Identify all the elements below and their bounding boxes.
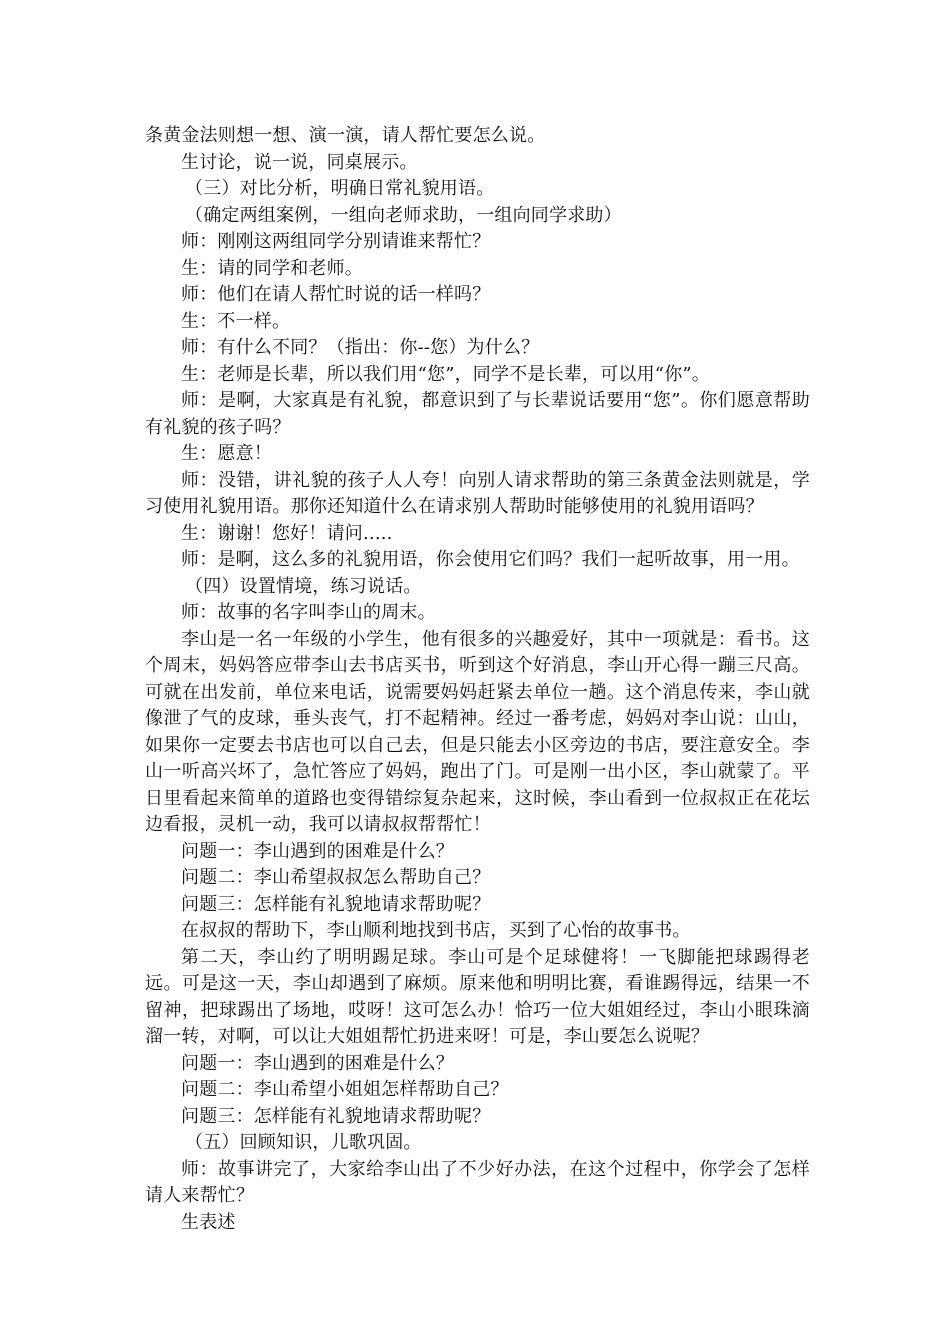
dialogue-line: 师：没错，讲礼貌的孩子人人夸！向别人请求帮助的第三条黄金法则就是，学习使用礼貌用语。那你还知道什么在请求别人帮助时能够使用的礼貌用语吗？	[145, 469, 810, 517]
dialogue-line: 生：愿意！	[181, 443, 272, 464]
question-item: 问题一：李山遇到的困难是什么？	[181, 1052, 454, 1074]
dialogue-line: 生：老师是长辈，所以我们用“您”，同学不是长辈，可以用“你”。	[181, 363, 711, 385]
question-item: 问题二：李山希望叔叔怎么帮助自己？	[181, 867, 491, 888]
dialogue-line: 师：有什么不同？（指出：你--您）为什么？	[181, 337, 540, 358]
question-item: 问题二：李山希望小姐姐怎样帮助自己？	[181, 1079, 509, 1100]
dialogue-line: 师：故事讲完了，大家给李山出了不少好办法，在这个过程中，你学会了怎样请人来帮忙？	[145, 1158, 810, 1206]
document-body	[145, 123, 810, 1236]
dialogue-line: 生表述	[181, 1211, 236, 1233]
paragraph-continuation: 条黄金法则想一想、演一演，请人帮忙要怎么说。	[145, 125, 546, 146]
dialogue-line: 师：故事的名字叫李山的周末。	[181, 602, 436, 623]
question-item: 问题三：怎样能有礼貌地请求帮助呢？	[181, 893, 491, 915]
section-heading: （三）对比分析，明确日常礼貌用语。	[185, 178, 495, 199]
section-heading: （五）回顾知识，儿歌巩固。	[185, 1132, 422, 1153]
question-item: 问题一：李山遇到的困难是什么？	[181, 840, 454, 862]
dialogue-line: 师：他们在请人帮忙时说的话一样吗？	[181, 284, 491, 305]
dialogue-line: 师：刚刚这两组同学分别请谁来帮忙？	[181, 231, 491, 252]
dialogue-line: 师：是啊，这么多的礼貌用语，你会使用它们吗？我们一起听故事，用一用。	[181, 549, 800, 570]
story-paragraph: 李山是一名一年级的小学生，他有很多的兴趣爱好，其中一项就是：看书。这个周末，妈妈答应带李山去书店买书，听到这个好消息，李山开心得一蹦三尺高。可就在出发前，单位来电话，说需要妈妈赶紧去单位一趟。这个消息传来，李山就像泄了气的皮球，垂头丧气，打不起精神。经过一番考虑，妈妈对李山说：山山，如果你一定要去书店也可以自己去，但是只能去小区旁边的书店，要注意安全。李山一听高兴坏了，急忙答应了妈妈，跑出了门。可是刚一出小区，李山就蒙了。平日里看起来简单的道路也变得错综复杂起来，这时候，李山看到一位叔叔正在花坛边看报，灵机一动，我可以请叔叔帮帮忙！	[145, 628, 810, 835]
paragraph: 生讨论，说一说，同桌展示。	[181, 151, 418, 173]
section-heading: （四）设置情境，练习说话。	[185, 575, 422, 597]
story-paragraph: 在叔叔的帮助下，李山顺利地找到书店，买到了心怡的故事书。	[181, 920, 691, 941]
story-paragraph: 第二天，李山约了明明踢足球。李山可是个足球健将！一飞脚能把球踢得老远。可是这一天，李山却遇到了麻烦。原来他和明明比赛，看谁踢得远，结果一不留神，把球踢出了场地，哎呀！这可怎么办！恰巧一位大姐姐经过，李山小眼珠滴溜一转，对啊，可以让大姐姐帮忙扔进来呀！可是，李山要怎么说呢？	[145, 946, 810, 1047]
dialogue-line: 生：不一样。	[181, 310, 291, 332]
question-item: 问题三：怎样能有礼貌地请求帮助呢？	[181, 1105, 491, 1127]
dialogue-line: 生：请的同学和老师。	[181, 257, 363, 279]
dialogue-line: 师：是啊，大家真是有礼貌，都意识到了与长辈说话要用“您”。你们愿意帮助有礼貌的孩子吗？	[145, 390, 810, 438]
paragraph-note: （确定两组案例，一组向老师求助，一组向同学求助）	[185, 204, 622, 226]
dialogue-line: 生：谢谢！您好！请问.....	[181, 522, 393, 544]
